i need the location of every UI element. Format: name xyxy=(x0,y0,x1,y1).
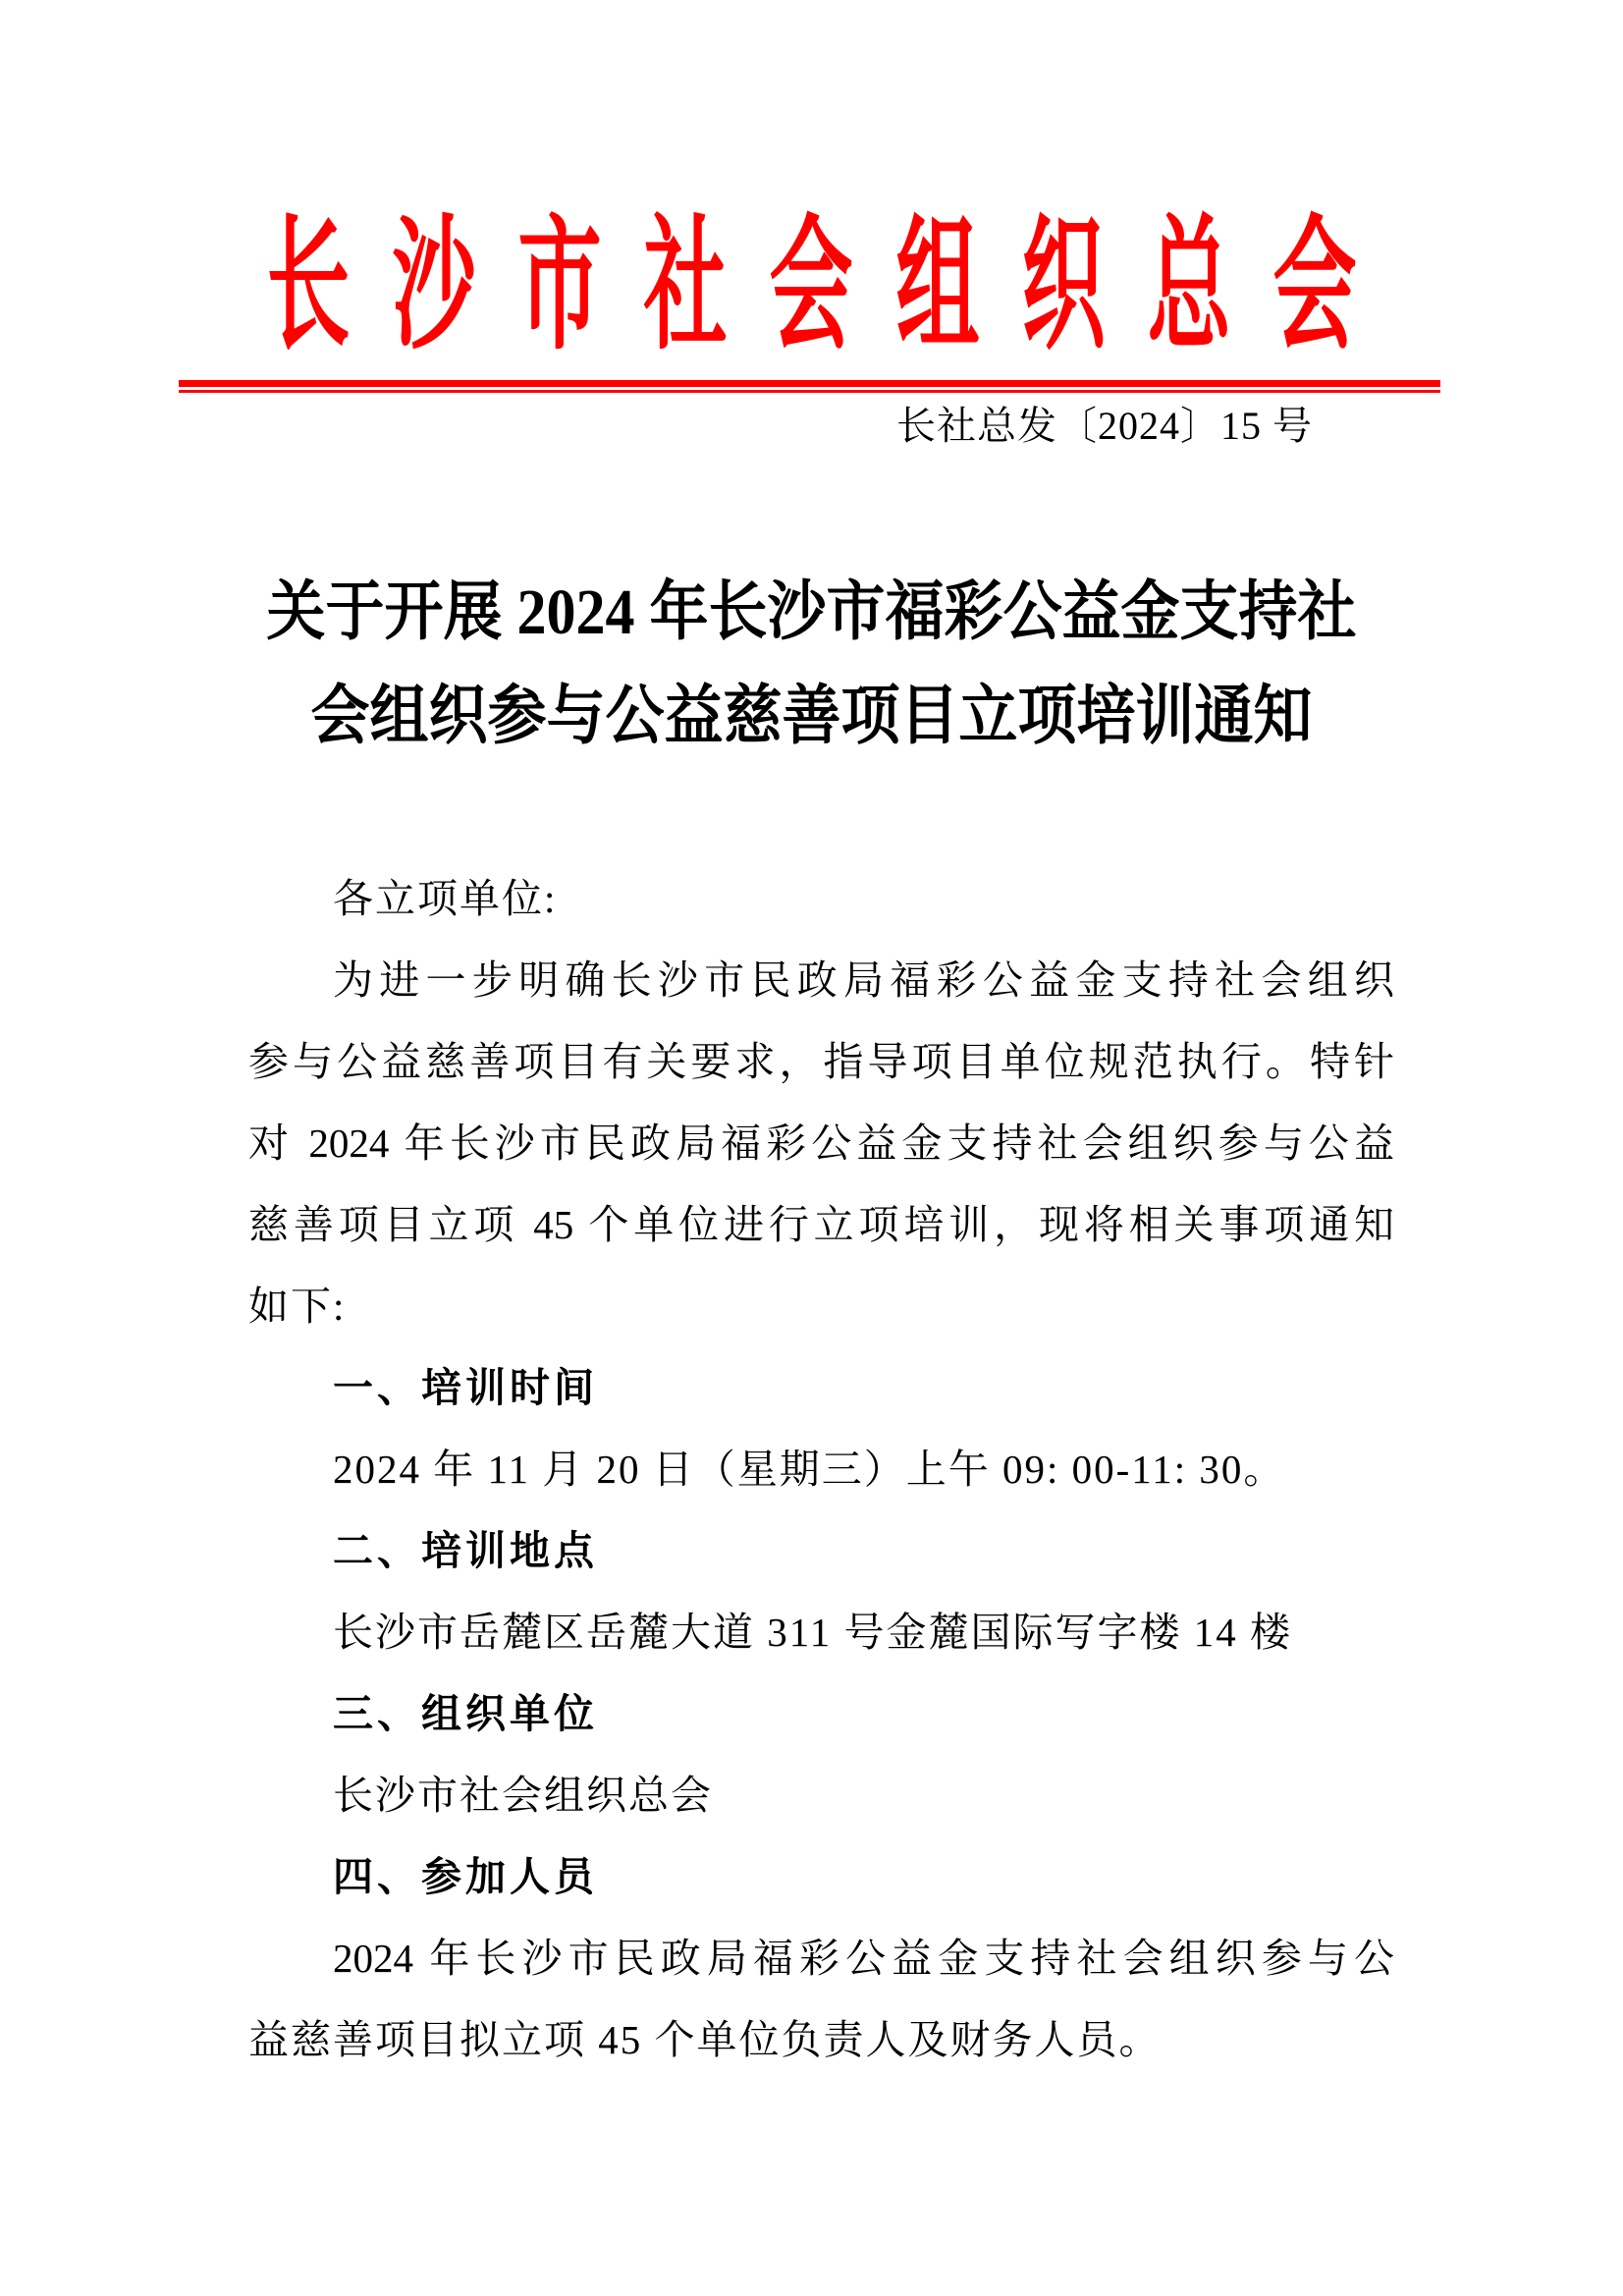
org-name-char: 市 xyxy=(517,207,602,368)
body-line: 长沙市社会组织总会 xyxy=(333,1773,713,1818)
body-line: 慈善项目立项 45 个单位进行立项培训，现将相关事项通知 xyxy=(248,1202,1394,1247)
body-line: 各立项单位: xyxy=(333,876,558,921)
section-heading: 四、参加人员 xyxy=(333,1854,598,1899)
document-title-line2: 会组织参与公益慈善项目立项培训通知 xyxy=(310,680,1313,752)
divider-thin-line xyxy=(179,390,1440,393)
document-body xyxy=(248,858,1394,2081)
org-name-char: 织 xyxy=(1021,207,1106,368)
org-name-char: 沙 xyxy=(392,207,476,368)
org-name-char: 社 xyxy=(643,207,728,368)
org-name-char: 总 xyxy=(1147,207,1231,368)
body-line: 为进一步明确长沙市民政局福彩公益金支持社会组织 xyxy=(333,957,1394,1003)
section-heading: 一、培训时间 xyxy=(333,1365,598,1410)
org-name-char: 会 xyxy=(1272,207,1357,368)
section-heading: 二、培训地点 xyxy=(333,1528,598,1573)
letterhead-divider xyxy=(179,380,1440,393)
body-line: 对 2024 年长沙市民政局福彩公益金支持社会组织参与公益 xyxy=(248,1121,1394,1166)
body-line: 益慈善项目拟立项 45 个单位负责人及财务人员。 xyxy=(248,2017,1162,2062)
document-title-line1: 关于开展 2024 年长沙市福彩公益金支持社 xyxy=(266,575,1357,648)
document-number: 长社总发〔2024〕15 号 xyxy=(896,404,1313,448)
body-line: 如下: xyxy=(248,1284,347,1329)
org-name-char: 会 xyxy=(769,207,853,368)
divider-thick-line xyxy=(179,380,1440,387)
org-name-char: 组 xyxy=(895,207,980,368)
body-line: 参与公益慈善项目有关要求，指导项目单位规范执行。特针 xyxy=(248,1039,1394,1084)
org-name-char: 长 xyxy=(266,207,351,368)
body-line: 2024 年长沙市民政局福彩公益金支持社会组织参与公 xyxy=(333,1936,1394,1981)
letterhead-org-name xyxy=(245,204,1378,371)
body-line: 长沙市岳麓区岳麓大道 311 号金麓国际写字楼 14 楼 xyxy=(333,1610,1292,1655)
section-heading: 三、组织单位 xyxy=(333,1691,598,1736)
document-title xyxy=(79,560,1544,768)
body-line: 2024 年 11 月 20 日（星期三）上午 09: 00-11: 30。 xyxy=(333,1447,1286,1492)
